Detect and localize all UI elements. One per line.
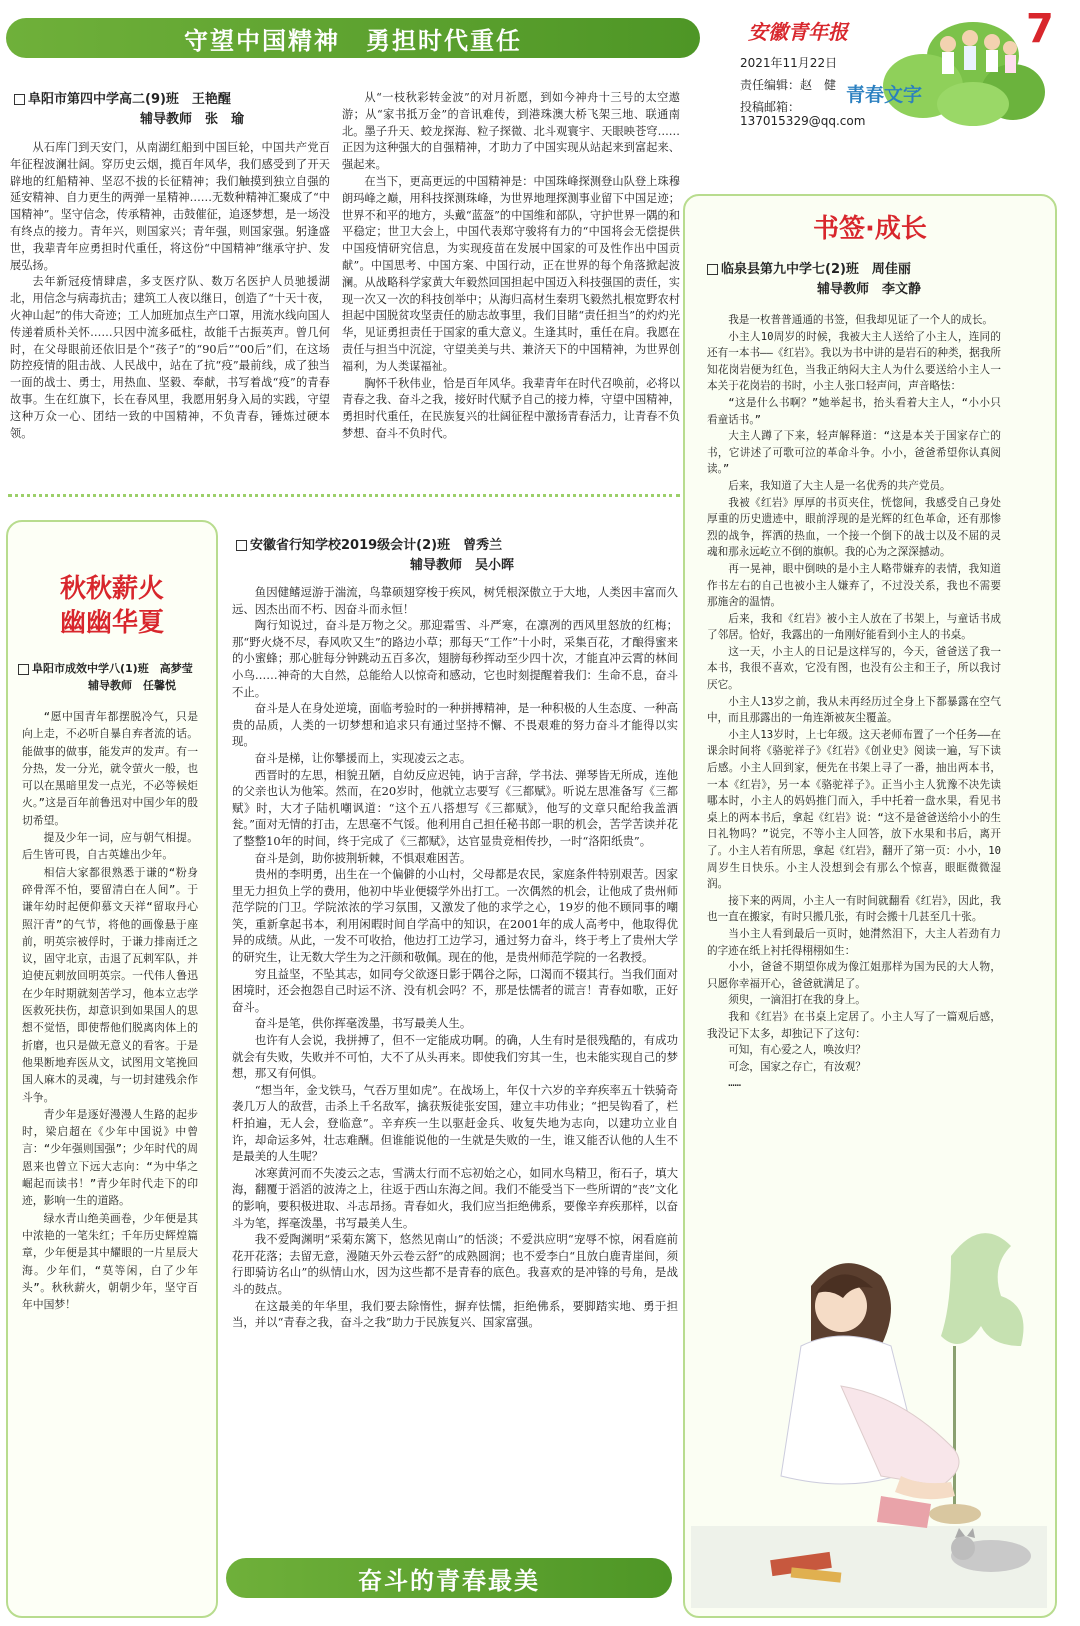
paragraph: 这一天，小主人的日记是这样写的，今天，爸爸送了我一本书，我很不喜欢，它没有图，也没有公主和王子，所以我讨厌它。 — [707, 645, 1001, 692]
article3-byline — [18, 660, 214, 694]
article3-box — [6, 520, 218, 1618]
paragraph: 西晋时的左思，相貌丑陋，自幼反应迟钝，讷于言辞，学书法、弹琴皆无所成，连他的父亲也认为他笨。然而，在20岁时，他就立志要写《三都赋》。听说左思准备写《三都赋》时，大才子陆机嘲讽道：“这个五八搭想写《三都赋》，他写的文章只配给我盖酒瓮。”面对无情的打击，左思毫不气馁。他利用自己担任秘书郎一职的机会，苦学苦读并花了整整10年的时间，终于完成了《三都赋》，达官显贵竞相传抄，一时“洛阳纸贵”。 — [232, 767, 678, 848]
paragraph: 绿水青山绝美画卷，少年便是其中浓艳的一笔朱红；千年历史辉煌篇章，少年便是其中耀眼的一片星辰大海。少年们，“莫等闲，白了少年头”。秋秋薪火，朝朝少年，坚守百年中国梦！ — [22, 1211, 198, 1312]
byline-square-icon — [14, 94, 25, 105]
girl-reading-illustration — [691, 1196, 1047, 1608]
paragraph: 鱼因健鳍逗游于湍流，鸟靠硕翅穿梭于疾风，树凭根深傲立于大地，人类因丰富而久远、因杰出而不朽、因奋斗而永恒！ — [232, 585, 678, 616]
paragraph: 青少年是逐好漫漫人生路的起步时，梁启超在《少年中国说》中曾言：“少年强则国强”；少年时代的周恩来也曾立下远大志向：“为中华之崛起而读书！”青少年时代走下的印迹，影响一生的道路。 — [22, 1107, 198, 1208]
paragraph: …… — [728, 1077, 741, 1090]
article4-bottom-banner — [226, 1558, 672, 1598]
paragraph: 可知，有心爱之人，唤汝归？ — [728, 1044, 866, 1057]
paragraph: 冰寒黄河而不失凌云之志，雪满太行而不忘初始之心，如同水鸟精卫，衔石子，填大海，翻覆于滔滔的波涛之上，往返于西山东海之间。我们不能受当下一些所谓的“丧”文化的影响，要积极进取、斗志昂扬。青春如火，我们应当拒绝佛系，要像辛弃疾那样，以奋斗为笔，挥毫泼墨，书写最美人生。 — [232, 1165, 678, 1230]
article1-author: 阜阳市第四中学高二(9)班 王艳醒 — [28, 92, 231, 107]
paragraph: “想当年，金戈铁马，气吞万里如虎”。在战场上，年仅十六岁的辛弃疾率五十铁骑奇袭几万人的敌营，击杀上千名敌军，擒获叛徒张安国，建立丰功伟业；“把吴钩看了，栏杆拍遍，无人会，登临意”。辛弃疾一生以驱赶金兵、收复失地为志向，以建功立业自许，却命运多舛，壮志难酬。但谁能说他的一生就是失败的一生，谁又能否认他的人生不是最美的人生呢？ — [232, 1082, 678, 1164]
article3-title-line2: 幽幽华夏 — [59, 608, 164, 638]
paragraph: 后来，我和《红岩》被小主人放在了书架上，与童话书成了邻居。恰好，我露出的一角刚好能看到小主人的书桌。 — [707, 612, 1001, 642]
editor-line: 责任编辑：赵 健 — [740, 78, 837, 92]
paragraph: 奋斗是剑，助你披荆斩棘，不惧艰难困苦。 — [254, 850, 472, 865]
clover-illustration — [878, 14, 1048, 130]
paragraph: 小主人13岁之前，我从未再经历过全身上下都暴露在空气中，而且那露出的一角连渐被灰尘覆盖。 — [707, 695, 1001, 725]
article4-body — [232, 584, 678, 1464]
paragraph: 小主人13岁时，上七年级。这天老师布置了一个任务——在课余时间将《骆驼祥子》《红岩》《创业史》阅读一遍，写下读后感。小主人回到家，便先在书架上寻了一番，抽出两本书，一本《红岩》，另一本《骆驼祥子》。正当小主人犹豫不决先读哪本时，小主人的妈妈推门而入，手中托着一盘水果，看见书桌上的两本书后，拿起《红岩》说：“这不是爸爸送给小小的生日礼物吗？”说完，不等小主人回答，放下水果和书后，离开了。小主人若有所思，拿起《红岩》，翻开了第一页：小小，10周岁生日快乐。小主人没想到会有那么个惊喜，眼眶微微湿润。 — [707, 728, 1001, 891]
byline-square-icon — [707, 264, 718, 275]
paragraph: 奋斗是梯，让你攀援而上，实现凌云之志。 — [254, 750, 472, 765]
dotted-divider — [8, 494, 680, 503]
article2-title: 书签·成长 — [813, 214, 927, 244]
paragraph: 我是一枚普普通通的书签，但我却见证了一个人的成长。 — [728, 314, 994, 326]
issue-date: 2021年11月22日 — [740, 56, 838, 70]
paragraph: 穷且益坚，不坠其志，如同夸父欲逐日影于隅谷之际，口渴而不辍其行。当我们面对困境时，还会抱怨自己时运不济、没有机会吗？不，那是怯懦者的谎言！青春如歌，正好奋斗。 — [232, 966, 678, 1014]
paragraph: 在这最美的年华里，我们要去除惰性，摒弃怯懦，拒绝佛系，要脚踏实地、勇于担当，并以“青春之我，奋斗之我”助力于民族复兴、国家富强。 — [232, 1298, 678, 1330]
article1-teacher: 辅导教师 张 瑜 — [140, 112, 245, 127]
article1-column-2 — [342, 90, 680, 466]
paragraph: 奋斗是笔，供你挥毫泼墨，书写最美人生。 — [254, 1016, 472, 1031]
paragraph: 当小主人看到最后一页时，她潸然泪下，大主人若劲有力的字迹在纸上衬托得栩栩如生： — [707, 927, 1001, 957]
section-title: 青春文字 — [846, 84, 923, 106]
article3-teacher: 辅导教师 任馨悦 — [88, 679, 176, 692]
article1-byline — [14, 90, 324, 130]
paragraph: 从“一枝秋彩转金波”的对月祈愿，到如今神舟十三号的太空遨游；从“家书抵万金”的音讯难传，到港珠澳大桥飞架三地、联通南北。墨子升天、蛟龙探海、粒子探微、北斗观寰宇、天眼映苍穹……正因为这种强大的自强精神，才助力了中国实现从站起来到富起来、强起来。 — [342, 91, 680, 172]
paragraph: 奋斗是人在身处逆境，面临考验时的一种拼搏精神，是一种积极的人生态度、一种高贵的品质，人类的一切梦想和追求只有通过坚持不懈、不畏艰难的努力奋斗才能得以实现。 — [232, 701, 678, 749]
article1-banner-text: 守望中国精神 勇担时代重任 — [184, 26, 522, 55]
paragraph: 再一晃神，眼中倒映的是小主人略带嫌弃的表情，我知道作书左右的自己也被小主人嫌弃了，不过没关系，我也不需要那施舍的温情。 — [707, 562, 1001, 609]
paragraph: 小主人10周岁的时候，我被大主人送给了小主人，连同的还有一本书——《红岩》。我以为书中讲的是岩石的种类，据我所知花岗岩便为红色，当我正纳闷大主人为什么要送给小主人一本关于花岗岩的书时，小主人张口轻声问，声音略怯： — [707, 330, 1001, 393]
article4-byline — [236, 536, 676, 576]
paragraph: 大主人蹲了下来，轻声解释道：“这是本关于国家存亡的书，它讲述了可歌可泣的革命斗争。小小，爸爸希望你认真阅读。” — [707, 430, 1001, 476]
article1-banner — [6, 18, 700, 58]
article2-body — [707, 312, 1001, 1182]
paragraph: “愿中国青年都摆脱冷气，只是向上走，不必听自暴自弃者流的话。能做事的做事，能发声的发声。有一分热，发一分光，就令萤火一般，也可以在黑暗里发一点光，不必等候炬火。”这是百年前鲁迅对中国少年的殷切希望。 — [22, 710, 198, 827]
paragraph: 相信大家都很熟悉于谦的“粉身碎骨浑不怕，要留清白在人间”。于谦年幼时起便仰慕文天祥“留取丹心照汗青”的气节，将他的画像悬于座前，明英宗被俘时，于谦力排南迁之议，固守北京，击退了瓦剌军队，并迫使瓦剌放回明英宗。一代伟人鲁迅在少年时期就刻苦学习，他本立志学医救死扶伤，却意识到如果国人的思想不觉悟，即使帮他们脱离肉体上的折磨，也只是做无意义的看客。于是他果断地弃医从文，试图用文笔挽回国人麻木的灵魂，与一切封建残余作斗争。 — [22, 865, 198, 1104]
paragraph: 接下来的两周，小主人一有时间就翻看《红岩》，因此，我也一直在搬家，有时只搬几张，有时会搬十几甚至几十张。 — [707, 894, 1001, 924]
article2-box — [683, 194, 1057, 1618]
article3-author: 阜阳市成效中学八(1)班 高梦莹 — [32, 662, 193, 675]
article4-author: 安徽省行知学校2019级会计(2)班 曾秀兰 — [250, 538, 503, 553]
paragraph: 可念，国家之存亡，有汝观？ — [728, 1060, 866, 1073]
paragraph: “这是什么书啊？”她举起书，抬头看着大主人，“小小只看童话书。” — [707, 396, 1001, 426]
paragraph: 我和《红岩》在书桌上定居了。小主人写了一篇观后感，我没记下太多，却独记下了这句： — [707, 1010, 1001, 1040]
page-number: 7 — [1026, 6, 1054, 52]
paragraph: 后来，我知道了大主人是一名优秀的共产党员。 — [728, 479, 951, 492]
paragraph: 胸怀千秋伟业，恰是百年风华。我辈青年在时代召唤前，必将以青春之我、奋斗之我，接好时代赋予自己的接力棒，守望中国精神，勇担时代重任，在民族复兴的壮阔征程中激扬青春活力，让青春不负梦想、奋斗不负时代。 — [342, 376, 680, 440]
article2-byline — [707, 260, 1037, 300]
article2-teacher: 辅导教师 李文静 — [817, 282, 922, 297]
paragraph: 去年新冠疫情肆虐，多支医疗队、数万名医护人员驰援湖北，用信念与病毒抗击；建筑工人夜以继日，创造了“十天十夜，火神山起”的伟大奇迹；工人加班加点生产口罩，用流水线向国人传递着质朴关怀……只因中流多砥柱，故能千古振英声。曾几何时，在父母眼前还依旧是个“孩子”的“90后”“00后”们，在这场防控疫情的阻击战、人民战中，站在了抗“疫”最前线，成了独当一面的战士、勇士，用热血、坚毅、奉献，书写着战“疫”的青春故事。生在红旗下，长在春风里，我愿用躬身入局的实践，守望这种万众一心、团结一致的中国精神，不负青春，锤炼过硬本领。 — [10, 275, 330, 440]
article1-column-1 — [10, 140, 330, 466]
paper-name: 安徽青年报 — [748, 20, 848, 44]
article4-teacher: 辅导教师 吴小晖 — [410, 558, 515, 573]
paragraph: 我被《红岩》厚厚的书页夹住，恍惚间，我感受自己身处厚重的历史遗迹中，眼前浮现的是光辉的红色革命，还有那惨烈的战争，挥洒的热血，一个接一个倒下的战士以及不屈的灵魂和那永远屹立不倒的旗帜。我的心为之深深撼动。 — [707, 496, 1001, 559]
paragraph: 小小，爸爸不期望你成为像江姐那样为国为民的大人物，只愿你幸福开心，爸爸就满足了。 — [707, 961, 1001, 990]
paragraph: 从石库门到天安门，从南湖红船到中国巨轮，中国共产党百年征程波澜壮阔。穿历史云烟，揽百年风华，我们感受到了开天辟地的红船精神、坚忍不拔的长征精神；我们触摸到独立自强的延安精神、自力更生的两弹一星精神……无数种精神汇聚成了“中国精神”。坚守信念，传承精神，击鼓催征，追逐梦想，是一场没有终点的接力。青年兴，则国家兴；青年强，则国家强。躬逢盛世，我辈青年应勇担时代重任，将这份“中国精神”继承守护、发展弘扬。 — [10, 141, 330, 272]
byline-square-icon — [18, 664, 29, 675]
paragraph: 也许有人会说，我拼搏了，但不一定能成功啊。的确，人生有时是很残酷的，有成功就会有失败，失败并不可怕，大不了从头再来。即使我们穷其一生，也未能实现自己的梦想，那又有何惧。 — [232, 1033, 678, 1081]
paragraph: 陶行知说过，奋斗是万物之父。那迎霜雪、斗严寒，在凛冽的西风里怒放的红梅；那“野火烧不尽，春风吹又生”的路边小草；那每天“工作”十小时，采集百花，才酿得蜜来的小蜜蜂；那心脏每分钟跳动五百多次，翅膀每秒挥动至少四十次，才能直冲云霄的林间小鸟……神奇的大自然，总能给人以惊奇和感动，它也时刻提醒着我们：生命不息，奋斗不止。 — [232, 618, 678, 699]
paragraph: 须臾，一滴泪打在我的身上。 — [728, 994, 866, 1007]
bottom-banner-text: 奋斗的青春最美 — [358, 1566, 540, 1595]
paragraph: 我不爱陶渊明“采菊东篱下，悠然见南山”的恬淡；不爱洪应明“宠辱不惊，闲看庭前花开花落；去留无意，漫随天外云卷云舒”的成熟圆润；也不爱李白“且放白鹿青崖间，须行即骑访名山”的纵情山水，因为这些都不是青春的底色。我喜欢的是冲锋的号角，是战斗的鼓点。 — [232, 1232, 678, 1296]
email-address: 137015329@qq.com — [740, 114, 866, 128]
masthead — [740, 6, 1075, 130]
email-label: 投稿邮箱： — [740, 100, 801, 114]
article3-body — [22, 708, 198, 1604]
paragraph: 贵州的李明勇，出生在一个偏僻的小山村，父母都是农民，家庭条件特别艰苦。因家里无力担负上学的费用，他初中毕业便辍学外出打工。一次偶然的机会，让他成了贵州师范学院的门卫。学院浓浓的学习氛围，又激发了他的求学之心，19岁的他不顾同事的嘲笑，重新拿起书本，利用闲暇时间自学高中的知识，在2001年的成人高考中，他取得优异的成绩。从此，一发不可收拾，他边打工边学习，通过努力奋斗，终于考上了贵州大学的研究生，让无数大学生为之汗颜和敬佩。现在的他，是贵州师范学院的一名教授。 — [232, 867, 678, 965]
article3-title-line1: 秋秋薪火 — [59, 574, 164, 604]
paragraph: 提及少年一词，应与朝气相提。后生皆可畏，自古英雄出少年。 — [22, 831, 198, 862]
byline-square-icon — [236, 540, 247, 551]
paragraph: 在当下，更高更远的中国精神是：中国珠峰探测登山队登上珠穆朗玛峰之巅，用科技探测珠峰，为世界地理探测事业留下中国足迹；世界不和平的地方，头戴“蓝盔”的中国维和部队，守护世界一隅的和平稳定；世卫大会上，中国代表郑守骏将有力的“中国将会无偿提供中国疫情研究信息，为实现疫苗在发展中国家的可及性作出中国贡献”。中国思考、中国方案、中国行动，正在世界的每个角落掀起波澜。从战略科学家黄大年毅然回国担起中国迈入科技强国的责任，实现一次又一次的科技创举中；从海归高材生秦玥飞毅然扎根宽野农村担起中国脱贫攻坚责任的励志故事里，我们目睹“责任担当”的灼灼光华，见证勇担责任于国家的重大意义。生逢其时，重任在肩。我愿在责任与担当中沉淀，守望美美与共、兼济天下的中国精神，为世界创福利，为人类谋福祉。 — [342, 174, 680, 373]
article2-author: 临泉县第九中学七(2)班 周佳丽 — [721, 262, 911, 277]
